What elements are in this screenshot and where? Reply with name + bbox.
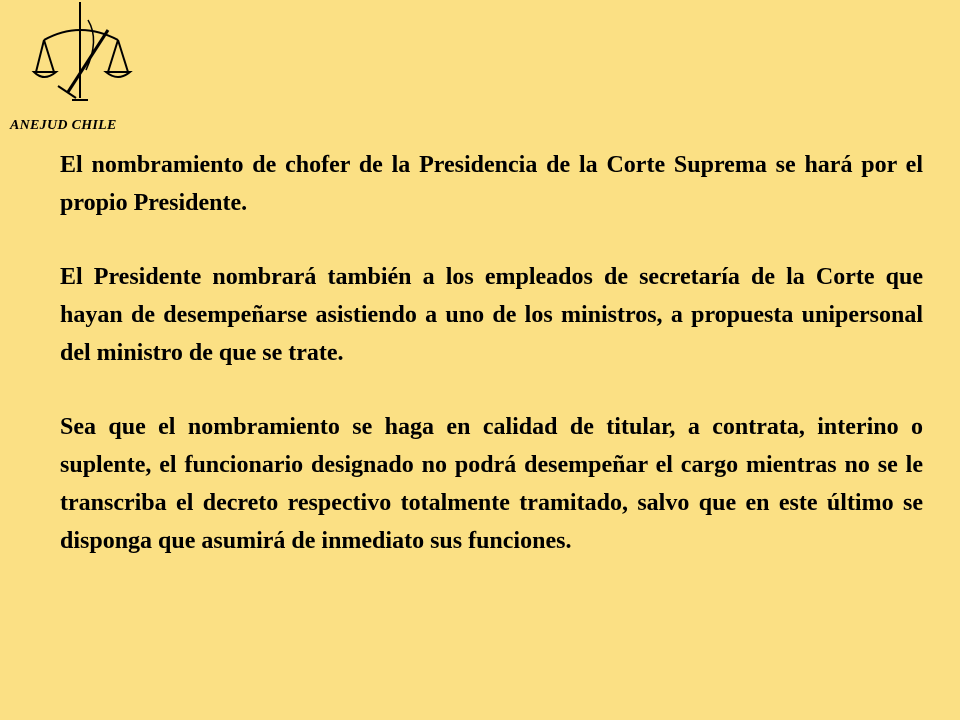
scales-of-justice-logo-icon (28, 0, 138, 112)
body-text (60, 146, 923, 560)
paragraph: El Presidente nombrará también a los empleados de secretaría de la Corte que hayan de desempeñarse asistiendo a uno de los ministros, a propuesta unipersonal del ministro de que se trate. (60, 264, 923, 366)
paragraph: El nombramiento de chofer de la Presidencia de la Corte Suprema se hará por el propio Presidente. (60, 152, 923, 216)
paragraph: Sea que el nombramiento se haga en calidad de titular, a contrata, interino o suplente, el funcionario designado no podrá desempeñar el cargo mientras no se le transcriba el decreto respectivo totalmente tramitado, salvo que en este último se disponga que asumirá de inmediato sus funciones. (60, 414, 923, 554)
logo-caption: ANEJUD CHILE (10, 118, 117, 133)
